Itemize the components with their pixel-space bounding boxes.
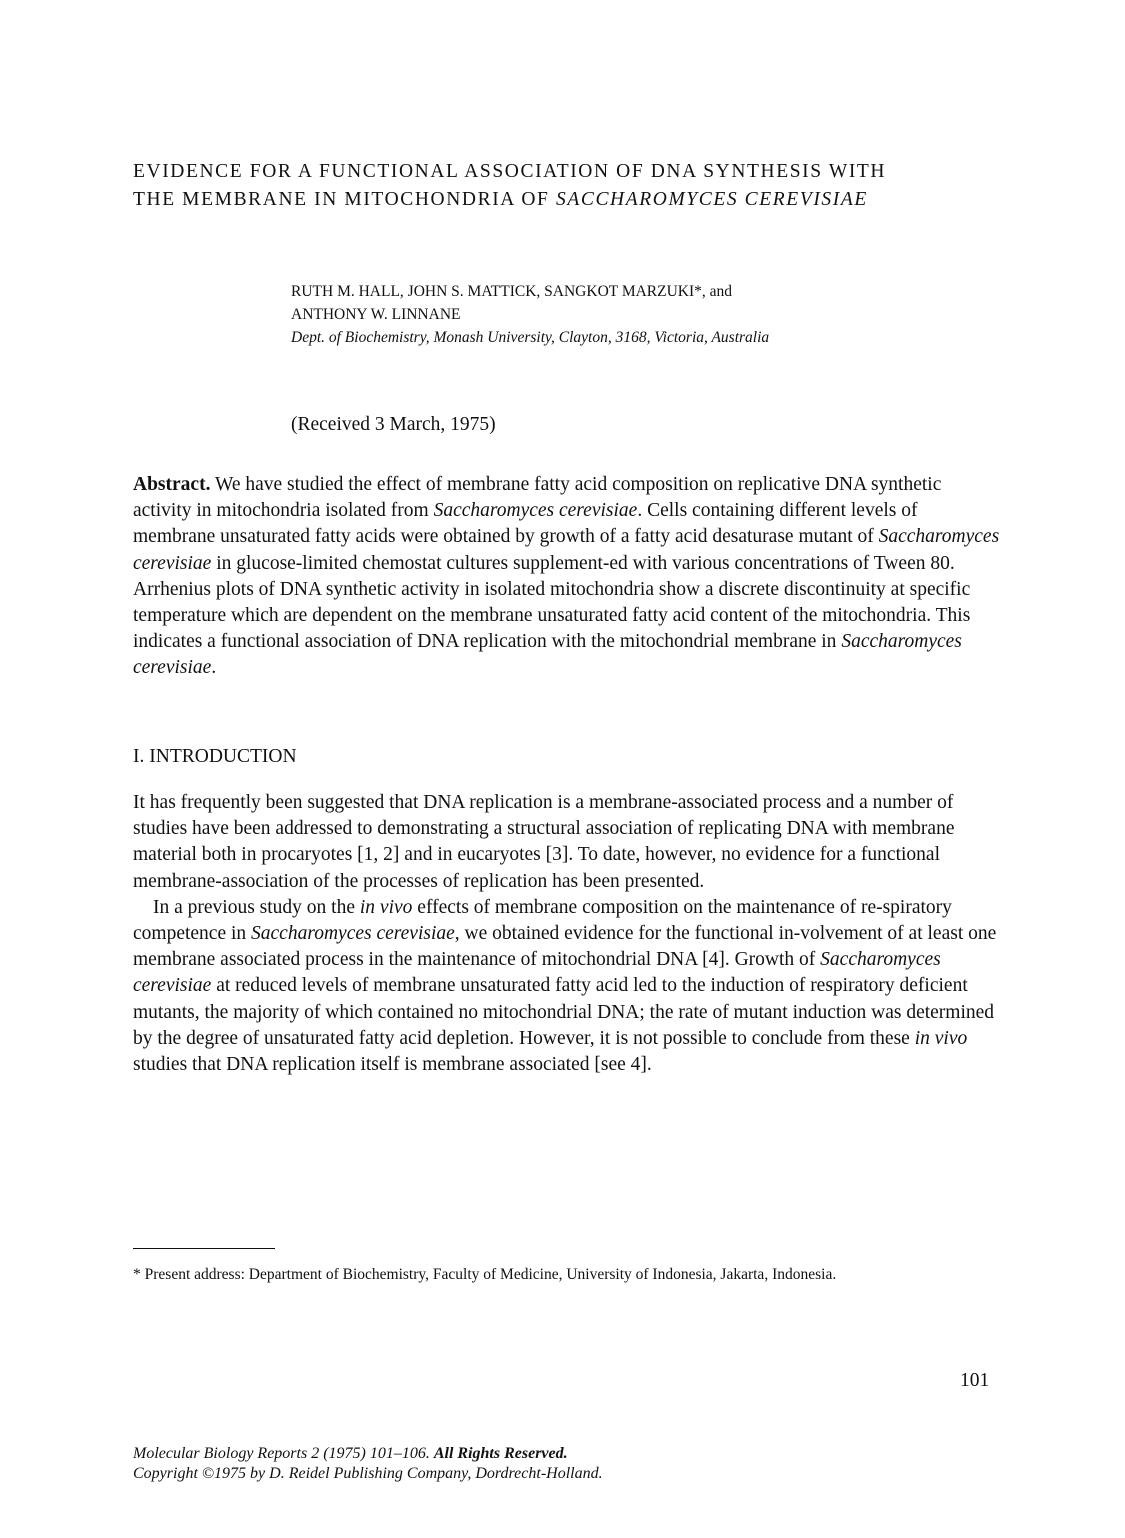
abstract-paragraph xyxy=(133,472,1003,682)
journal-volume: 2 (1975) 101–106. xyxy=(307,1445,434,1462)
abstract xyxy=(133,472,1003,682)
abstract-text-1: We have studied the effect of membrane fatty acid composition on replicative DNA synthetic activity in mitochondria isolated from xyxy=(133,474,942,522)
journal-name: Molecular Biology Reports xyxy=(133,1445,308,1462)
title-line-2 xyxy=(133,186,1013,214)
intro-p2-text-4: at reduced levels of membrane unsaturated fatty acid led to the induction of respiratory deficient mutants, the majority of which contained no mitochondrial DNA; the rate of mutant induction was determined by the degree of unsaturated fatty acid depletion. However, it is not possible to conclude from these xyxy=(133,975,995,1049)
introduction-body xyxy=(133,790,1003,1078)
abstract-text-2: . Cells containing different levels of membrane unsaturated fatty acids were obtained by growth of a fatty acid desaturase mutant of xyxy=(133,500,918,548)
footnote: * Present address: Department of Biochemistry, Faculty of Medicine, University of Indonesia, Jakarta, Indonesia. xyxy=(133,1266,837,1283)
footnote-divider xyxy=(133,1248,275,1249)
author-block xyxy=(291,280,991,349)
abstract-text-4: . xyxy=(211,657,217,679)
section-heading-introduction: I. INTRODUCTION xyxy=(133,746,297,767)
intro-p2-italic-3: Saccharomyces cerevisiae xyxy=(133,949,941,997)
article-title xyxy=(133,158,1013,214)
authors-line-1: RUTH M. HALL, JOHN S. MATTICK, SANGKOT MARZUKI*, and xyxy=(291,283,733,300)
intro-p2-italic-2: Saccharomyces cerevisiae xyxy=(251,923,455,945)
title-line-2-prefix: THE MEMBRANE IN MITOCHONDRIA OF xyxy=(133,189,556,210)
abstract-text-3: in glucose-limited chemostat cultures supplement-ed with various concentrations of Tween 80. Arrhenius plots of DNA synthetic activity in isolated mitochondria show a discrete discontinuity at specific temperature which are dependent on the membrane unsaturated fatty acid content of the mitochondria. This indicates a functional association of DNA replication with the mitochondrial membrane in xyxy=(133,552,971,653)
authors-line-2: ANTHONY W. LINNANE xyxy=(291,306,461,323)
page-number: 101 xyxy=(960,1370,990,1391)
abstract-organism-3: Saccharomyces cerevisiae xyxy=(133,631,962,679)
abstract-organism-2: Saccharomyces cerevisiae xyxy=(133,526,1000,574)
intro-p2-italic-4: in vivo xyxy=(914,1027,968,1049)
intro-p2-text-3: , we obtained evidence for the functional in-volvement of at least one membrane associated process in the maintenance of mitochondrial DNA [4]. Growth of xyxy=(133,923,997,971)
abstract-label: Abstract. xyxy=(133,474,211,495)
intro-p2-text-5: studies that DNA replication itself is membrane associated [see 4]. xyxy=(133,1054,652,1076)
affiliation: Dept. of Biochemistry, Monash University, Clayton, 3168, Victoria, Australia xyxy=(291,329,770,346)
title-line-1: EVIDENCE FOR A FUNCTIONAL ASSOCIATION OF DNA SYNTHESIS WITH xyxy=(133,161,887,182)
journal-rights: All Rights Reserved. xyxy=(433,1445,568,1462)
journal-line-1 xyxy=(133,1444,603,1464)
intro-paragraph-2 xyxy=(133,895,1003,1078)
intro-p2-text-2: effects of membrane composition on the maintenance of re-spiratory competence in xyxy=(133,896,952,945)
abstract-organism-1: Saccharomyces cerevisiae xyxy=(433,500,638,522)
received-date: (Received 3 March, 1975) xyxy=(291,414,496,435)
intro-paragraph-1: It has frequently been suggested that DNA replication is a membrane-associated process and a number of studies have been addressed to demonstrating a structural association of replicating DNA with membrane material both in procaryotes [1, 2] and in eucaryotes [3]. To date, however, no evidence for a functional membrane-association of the processes of replication has been presented. xyxy=(133,792,955,892)
title-organism: SACCHAROMYCES CEREVISIAE xyxy=(555,189,868,210)
intro-p2-text-1: In a previous study on the xyxy=(153,896,360,918)
journal-citation xyxy=(133,1444,603,1484)
journal-copyright: Copyright ©1975 by D. Reidel Publishing Company, Dordrecht-Holland. xyxy=(133,1465,603,1482)
intro-p2-italic-1: in vivo xyxy=(359,896,413,918)
